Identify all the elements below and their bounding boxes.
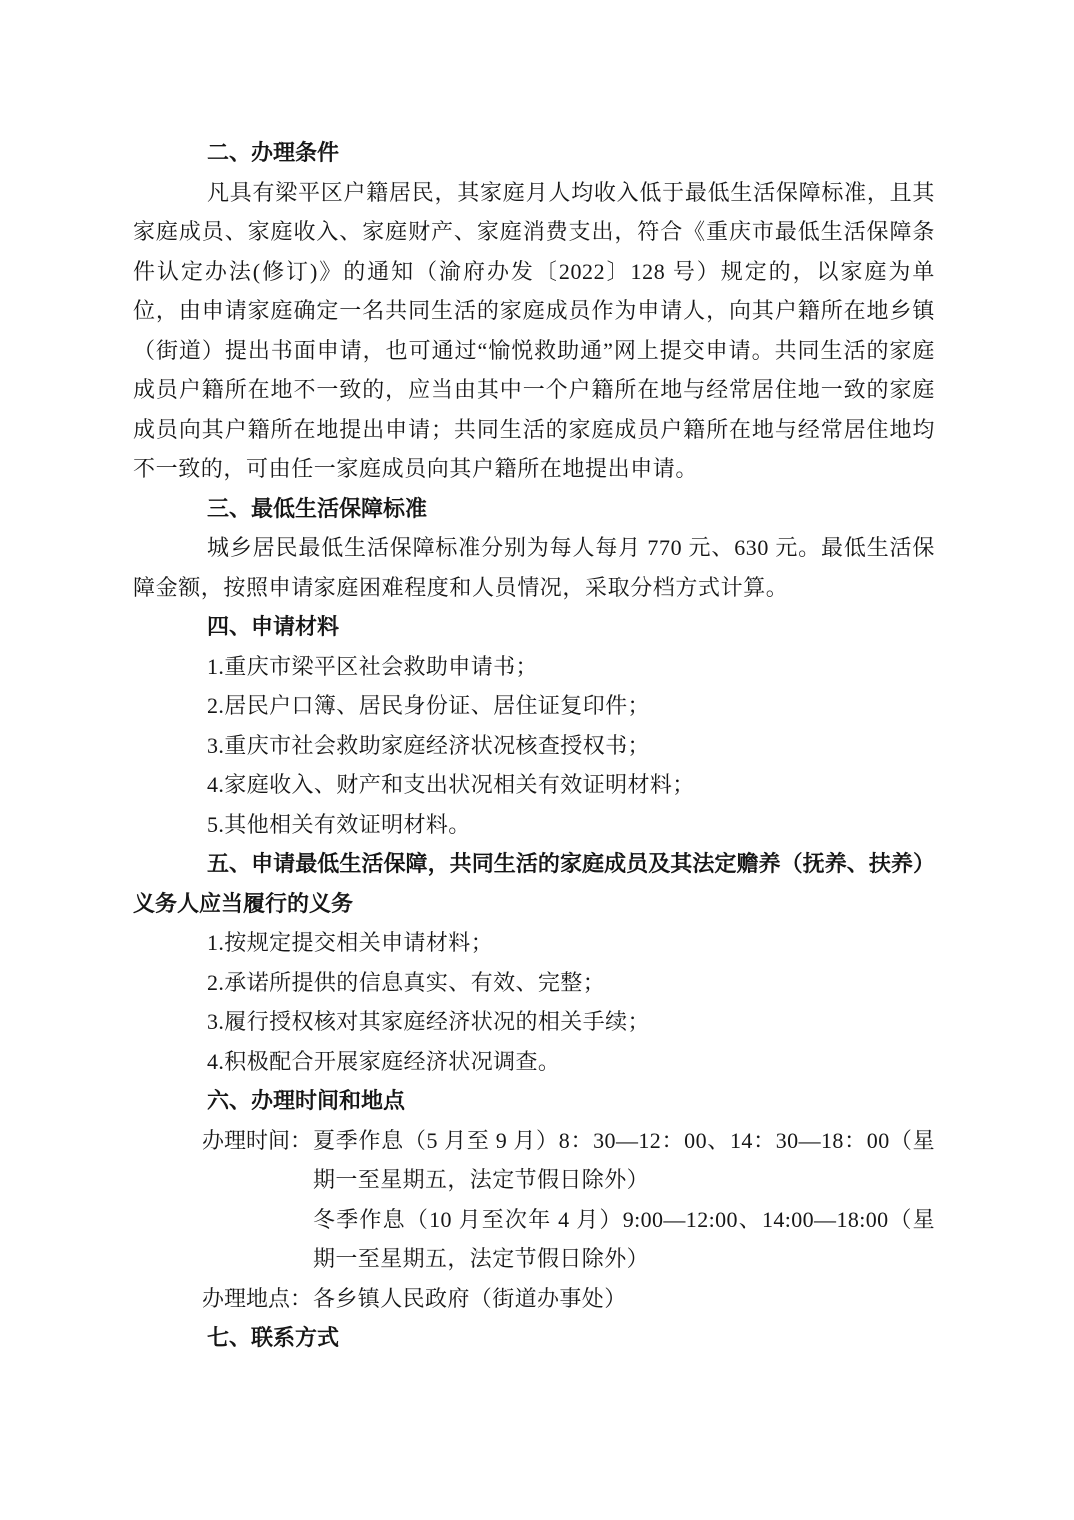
heading-time-place: 六、办理时间和地点 [207, 1088, 406, 1113]
list-item-obligation-3: 3.履行授权核对其家庭经济状况的相关手续； [207, 1009, 650, 1034]
paragraph-conditions: 凡具有梁平区户籍居民，其家庭月人均收入低于最低生活保障标准，且其家庭成员、家庭收入、家庭财产、家庭消费支出，符合《重庆市最低生活保障条件认定办法(修订)》的通知（渝府办发〔2022〕128 号）规定的，以家庭为单位，由申请家庭确定一名共同生活的家庭成员作为申请人，向其户籍所在地乡镇（街道）提出书面申请，也可通过“愉悦救助通”网上提交申请。共同生活的家庭成员户籍所在地不一致的，应当由其中一个户籍所在地与经常居住地一致的家庭成员向其户籍所在地提出申请；共同生活的家庭成员户籍所在地与经常居住地均不一致的，可由任一家庭成员向其户籍所在地提出申请。 [133, 179, 935, 481]
list-item-material-4: 4.家庭收入、财产和支出状况相关有效证明材料； [207, 772, 695, 797]
list-item-obligation-1: 1.按规定提交相关申请材料； [207, 930, 494, 955]
heading-conditions: 二、办理条件 [207, 140, 340, 165]
list-item-obligation-2: 2.承诺所提供的信息真实、有效、完整； [207, 969, 606, 995]
schedule-winter-row [133, 1200, 935, 1279]
list-item-material-2: 2.居民户口簿、居民身份证、居住证复印件； [207, 693, 650, 718]
schedule-place-row [133, 1279, 935, 1319]
schedule-winter-text: 冬季作息（10 月至次年 4 月）9:00—12:00、14:00—18:00（星期一至星期五，法定节假日除外） [313, 1206, 935, 1271]
schedule-summer-row [133, 1121, 935, 1200]
schedule-summer-text: 夏季作息（5 月至 9 月）8：30—12：00、14：30—18：00（星期一至星期五，法定节假日除外） [313, 1127, 935, 1192]
list-item-material-1: 1.重庆市梁平区社会救助申请书； [207, 653, 538, 679]
list-item-material-5: 5.其他相关有效证明材料。 [207, 811, 471, 837]
schedule-place-label: 办理地点： [202, 1285, 313, 1311]
list-item-obligation-4: 4.积极配合开展家庭经济状况调查。 [207, 1048, 561, 1074]
heading-standard: 三、最低生活保障标准 [207, 495, 428, 521]
heading-materials: 四、申请材料 [207, 614, 340, 639]
schedule-place-text: 各乡镇人民政府（街道办事处） [313, 1285, 627, 1311]
schedule-time-label: 办理时间： [202, 1127, 313, 1153]
paragraph-standard: 城乡居民最低生活保障标准分别为每人每月 770 元、630 元。最低生活保障金额，按照申请家庭困难程度和人员情况，采取分档方式计算。 [133, 535, 935, 600]
heading-obligations: 五、申请最低生活保障，共同生活的家庭成员及其法定赡养（抚养、扶养）义务人应当履行的义务 [133, 851, 935, 916]
heading-contact: 七、联系方式 [207, 1325, 340, 1350]
list-item-material-3: 3.重庆市社会救助家庭经济状况核查授权书； [207, 732, 650, 758]
